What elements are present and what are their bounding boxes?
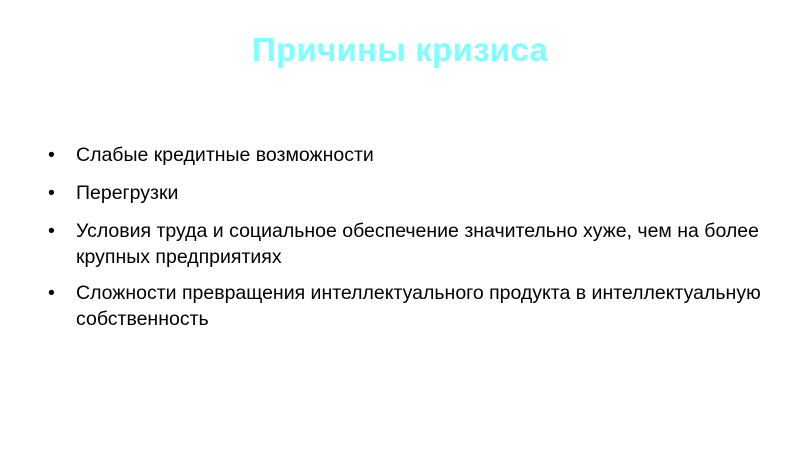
list-item-text: Перегрузки	[76, 181, 179, 204]
bullet-dot-icon: •	[48, 144, 55, 166]
bullet-list	[38, 143, 768, 343]
list-item-text: Сложности превращения интеллектуального продукта в интеллектуальную собственность	[76, 281, 761, 330]
list-item-text: Слабые кредитные возможности	[76, 144, 374, 166]
page-title: Причины кризиса	[251, 31, 549, 68]
list-item-text: Условия труда и социальное обеспечение значительно хуже, чем на более крупных предприятиях	[76, 219, 759, 268]
bullet-dot-icon: •	[48, 181, 55, 204]
list-item	[38, 281, 768, 333]
bullet-dot-icon: •	[48, 219, 55, 242]
bullet-dot-icon: •	[48, 281, 55, 304]
list-item	[38, 143, 768, 169]
list-item	[38, 181, 768, 207]
list-item	[38, 219, 768, 271]
